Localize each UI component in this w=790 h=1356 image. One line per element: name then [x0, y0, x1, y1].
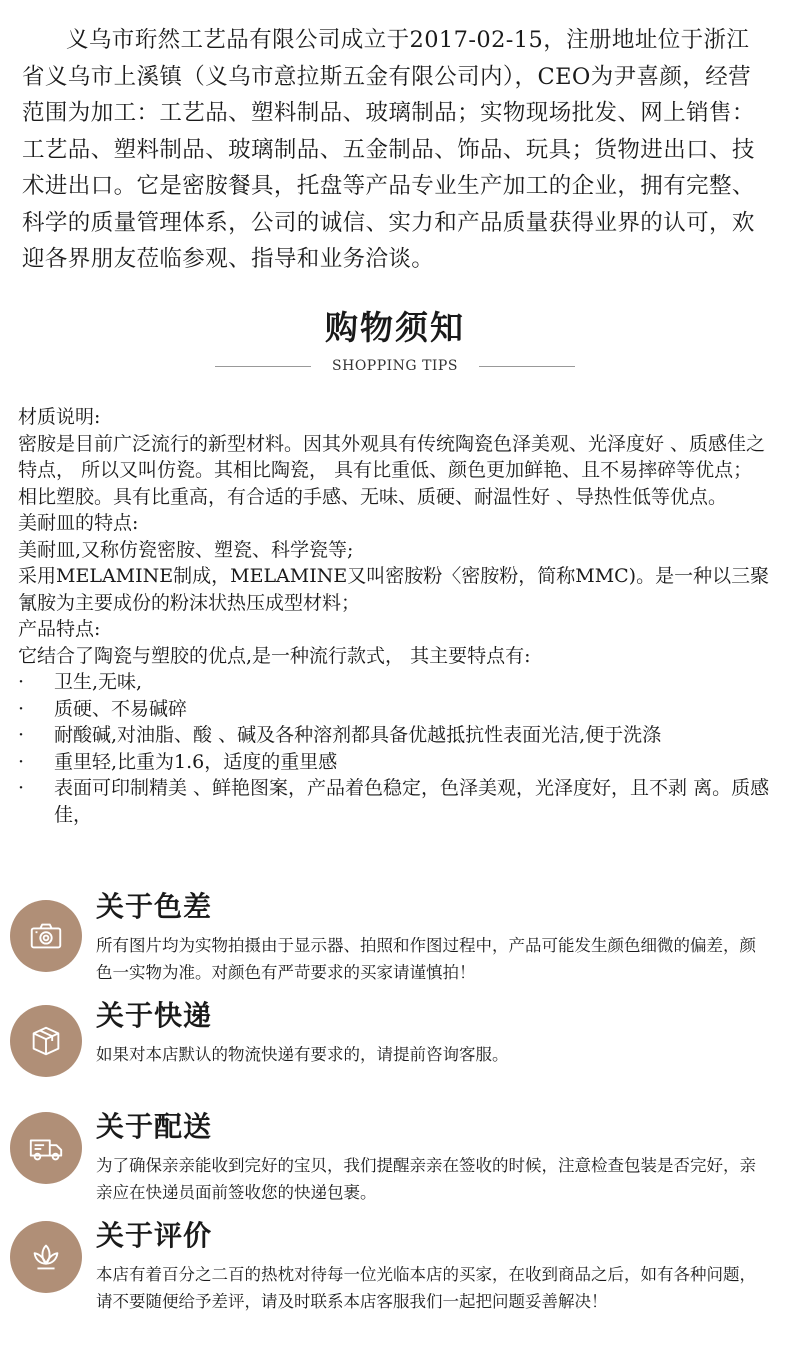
melamine-alias: 美耐皿,又称仿瓷密胺、塑瓷、科学瓷等;: [18, 538, 354, 561]
feature-item: [18, 775, 770, 828]
bullet-mark: ·: [18, 724, 25, 746]
delivery-truck-icon: [27, 1129, 65, 1167]
notice-body: 如果对本店默认的物流快递有要求的，请提前咨询客服。: [96, 1045, 509, 1064]
company-intro: [22, 22, 772, 278]
bullet-mark: ·: [18, 750, 25, 773]
notice-body: 为了确保亲亲能收到完好的宝贝，我们提醒亲亲在签收的时候，注意检查包装是否完好，亲亲应在快递员面前签收您的快递包裹。: [96, 1156, 756, 1202]
feature-text: 质硬、不易碱碎: [54, 697, 188, 720]
notice-title: 关于配送: [96, 1110, 213, 1143]
delivery-truck-icon-badge: [10, 1112, 82, 1184]
company-intro-text: 义乌市珩然工艺品有限公司成立于2017-02-15，注册地址位于浙江省义乌市上溪镇（义乌市意拉斯五金有限公司内），CEO为尹喜颜，经营范围为加工：工艺品、塑料制品、玻璃制品；实物现场批发、网上销售：工艺品、塑料制品、玻璃制品、五金制品、饰品、玩具；货物进出口、技术进出口。它是密胺餐具，托盘等产品专业生产加工的企业，拥有完整、科学的质量管理体系，公司的诚信、实力和产品质量获得业界的认可，欢迎各界朋友莅临参观、指导和业务洽谈。: [22, 27, 755, 272]
shopping-tips-subtitle: SHOPPING TIPS: [332, 358, 458, 374]
feature-text: 耐酸碱,对油脂、酸 、碱及各种溶剂都具备优越抵抗性表面光洁,便于洗涤: [54, 724, 662, 746]
camera-icon: [27, 917, 65, 955]
feature-item: [18, 722, 770, 749]
notice-title: 关于评价: [96, 1219, 213, 1252]
melamine-heading: 美耐皿的特点:: [18, 512, 139, 534]
bullet-mark: ·: [18, 697, 25, 720]
notice-title: 关于色差: [96, 890, 213, 923]
lotus-icon-badge: [10, 1221, 82, 1293]
feature-text: 重里轻,比重为1.6，适度的重里感: [54, 750, 338, 773]
shopping-tips-subtitle-row: [0, 354, 790, 378]
feature-text: 表面可印制精美 、鲜艳图案，产品着色稳定，色泽美观，光泽度好，且不剥 离。质感佳，: [54, 777, 770, 826]
material-section: [18, 404, 770, 828]
divider-left: [215, 366, 311, 367]
camera-icon-badge: [10, 900, 82, 972]
notice-body: 本店有着百分之二百的热枕对待每一位光临本店的买家，在收到商品之后，如有各种问题，请不要随便给予差评，请及时联系本店客服我们一起把问题妥善解决！: [96, 1265, 756, 1311]
features-heading: 产品特点:: [18, 618, 101, 640]
feature-text: 卫生,无味,: [54, 671, 143, 693]
feature-item: [18, 696, 770, 723]
melamine-description: 采用MELAMINE制成，MELAMINE又叫密胺粉〈密胺粉，简称MMC)。是一种以三聚氰胺为主要成份的粉沫状热压成型材料；: [18, 565, 770, 614]
features-intro: 它结合了陶瓷与塑胶的优点,是一种流行款式， 其主要特点有:: [18, 644, 531, 667]
package-icon: [27, 1022, 65, 1060]
material-description: 密胺是目前广泛流行的新型材料。因其外观具有传统陶瓷色泽美观、光泽度好 、质感佳之特点， 所以又叫仿瓷。其相比陶瓷， 具有比重低、颜色更加鲜艳、且不易摔碎等优点；相比塑胶。具有比重高，有合适的手感、无味、质硬、耐温性好 、导热性低等优点。: [18, 432, 766, 508]
feature-item: [18, 749, 770, 776]
shopping-tips-header: [0, 306, 790, 378]
feature-item: [18, 669, 770, 696]
notice-title: 关于快递: [96, 999, 213, 1032]
bullet-mark: ·: [18, 671, 25, 693]
notice-reviews: [0, 1217, 790, 1347]
package-icon-badge: [10, 1005, 82, 1077]
bullet-mark: ·: [18, 777, 25, 799]
material-heading: 材质说明:: [18, 406, 101, 428]
notice-body: 所有图片均为实物拍摄由于显示器、拍照和作图过程中，产品可能发生颜色细微的偏差，颜色一实物为准。对颜色有严苛要求的买家请谨慎拍！: [96, 936, 756, 982]
shopping-tips-title: 购物须知: [325, 308, 465, 347]
divider-right: [479, 366, 575, 367]
lotus-icon: [27, 1238, 65, 1276]
